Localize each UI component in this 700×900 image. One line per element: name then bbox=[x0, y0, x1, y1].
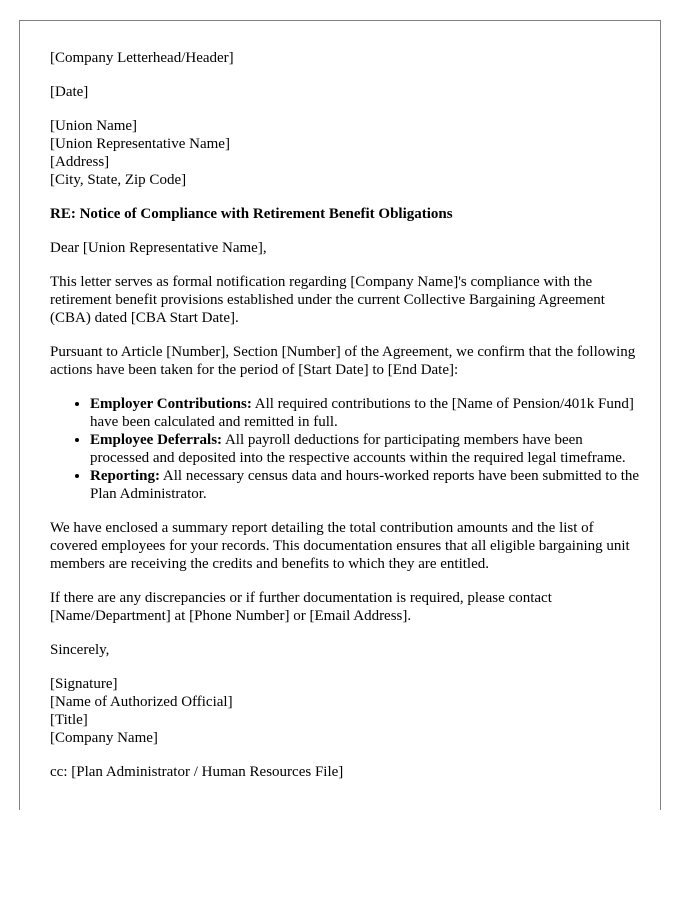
contact-paragraph: If there are any discrepancies or if further documentation is required, please contact [Name/Department] at [Phone Number] or [Email Address]. bbox=[50, 590, 552, 624]
letter-body bbox=[50, 49, 640, 797]
official-title: [Title] bbox=[50, 712, 88, 728]
enclosure-paragraph: We have enclosed a summary report detailing the total contribution amounts and the list of covered employees for your records. This documentation ensures that all eligible bargaining unit members are receiving the credits and benefits to which they are entitled. bbox=[50, 520, 630, 572]
action-term: Employee Deferrals: bbox=[90, 432, 223, 448]
salutation: Dear [Union Representative Name], bbox=[50, 240, 267, 256]
subject-line: RE: Notice of Compliance with Retirement Benefit Obligations bbox=[50, 206, 453, 222]
letter-page bbox=[19, 20, 661, 810]
recipient-address-block bbox=[50, 117, 640, 189]
letter-date: [Date] bbox=[50, 84, 89, 100]
intro-paragraph: This letter serves as formal notification regarding [Company Name]'s compliance with the retirement benefit provisions established under the current Collective Bargaining Agreement (CBA) dated [CBA Start Date]. bbox=[50, 274, 605, 326]
action-text: All required contributions to the [Name of Pension/401k Fund] have been calculated and remitted in full. bbox=[90, 396, 634, 430]
action-term: Employer Contributions: bbox=[90, 396, 252, 412]
letterhead: [Company Letterhead/Header] bbox=[50, 50, 234, 66]
action-text: All payroll deductions for participating members have been processed and deposited into the respective accounts within the required legal timeframe. bbox=[90, 432, 626, 466]
list-item bbox=[90, 431, 640, 467]
list-item bbox=[90, 467, 640, 503]
action-text: All necessary census data and hours-worked reports have been submitted to the Plan Administrator. bbox=[90, 468, 640, 502]
recipient-city-state-zip: [City, State, Zip Code] bbox=[50, 172, 187, 188]
actions-list bbox=[50, 395, 640, 503]
signature-block bbox=[50, 675, 640, 747]
company-name: [Company Name] bbox=[50, 730, 158, 746]
official-name: [Name of Authorized Official] bbox=[50, 694, 233, 710]
union-representative: [Union Representative Name] bbox=[50, 136, 230, 152]
cc-line: cc: [Plan Administrator / Human Resources File] bbox=[50, 764, 344, 780]
list-item bbox=[90, 395, 640, 431]
signature: [Signature] bbox=[50, 676, 118, 692]
pursuant-paragraph: Pursuant to Article [Number], Section [Number] of the Agreement, we confirm that the following actions have been taken for the period of [Start Date] to [End Date]: bbox=[50, 344, 636, 378]
closing: Sincerely, bbox=[50, 642, 110, 658]
union-name: [Union Name] bbox=[50, 118, 138, 134]
action-term: Reporting: bbox=[90, 468, 160, 484]
recipient-address: [Address] bbox=[50, 154, 110, 170]
